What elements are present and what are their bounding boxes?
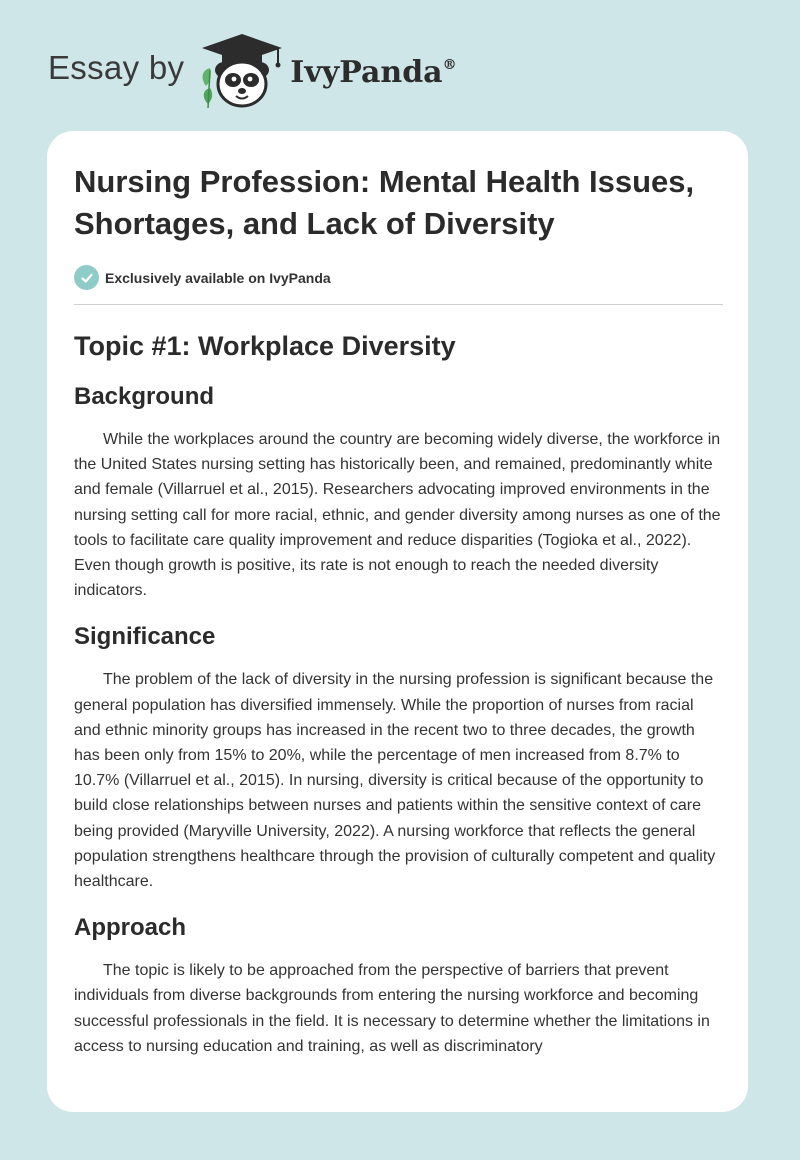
registered-mark: ® [442,56,457,73]
section-text-background: While the workplaces around the country are becoming widely diverse, the workforce in the United States nursing setting has historically been, and remained, predominantly white and female (Villarruel et al., 2015). Researchers advocating improved environments in the nursing setting call for more racial, ethnic, and gender diversity among nurses as one of the tools to facilitate care quality improvement and reduce disparities (Togioka et al., 2022). Even though growth is positive, its rate is not enough to reach the needed diversity indicators. [74,431,721,600]
essay-content [74,161,724,1059]
divider [74,304,723,305]
panda-graduate-icon[interactable] [198,30,286,110]
site-header [48,30,457,110]
essay-card [47,131,748,1112]
section-heading-significance: Significance [74,623,216,651]
section-heading-background: Background [74,383,215,410]
page-title: Nursing Profession: Mental Health Issues, Shortages, and Lack of Diversity [74,164,695,241]
topic-heading: Topic #1: Workplace Diversity [74,331,456,361]
check-icon [74,265,99,290]
brand-name[interactable]: IvyPanda® [290,54,457,90]
exclusive-badge [74,265,724,290]
section-text-approach: The topic is likely to be approached from the perspective of barriers that prevent individuals from diverse backgrounds from entering the nursing workforce and becoming successful professionals in the field. It is necessary to determine whether the limitations in access to nursing education and training, as well as discriminatory [74,962,710,1055]
section-heading-approach: Approach [74,914,187,942]
section-text-significance: The problem of the lack of diversity in the nursing profession is significant because the general population has diversified immensely. While the proportion of nurses from racial and ethnic minority groups has increased in the recent two to three decades, the growth has been only from 15% to 20%, while the percentage of men increased from 8.7% to 10.7% (Villarruel et al., 2015). In nursing, diversity is critical because of the opportunity to build close relationships between nurses and patients within the sensitive context of care being provided (Maryville University, 2022). A nursing workforce that reflects the general population strengthens healthcare through the provision of culturally competent and quality healthcare. [74,671,716,891]
badge-label: Exclusively available on IvyPanda [105,269,331,286]
essay-by-label: Essay by [48,49,185,86]
